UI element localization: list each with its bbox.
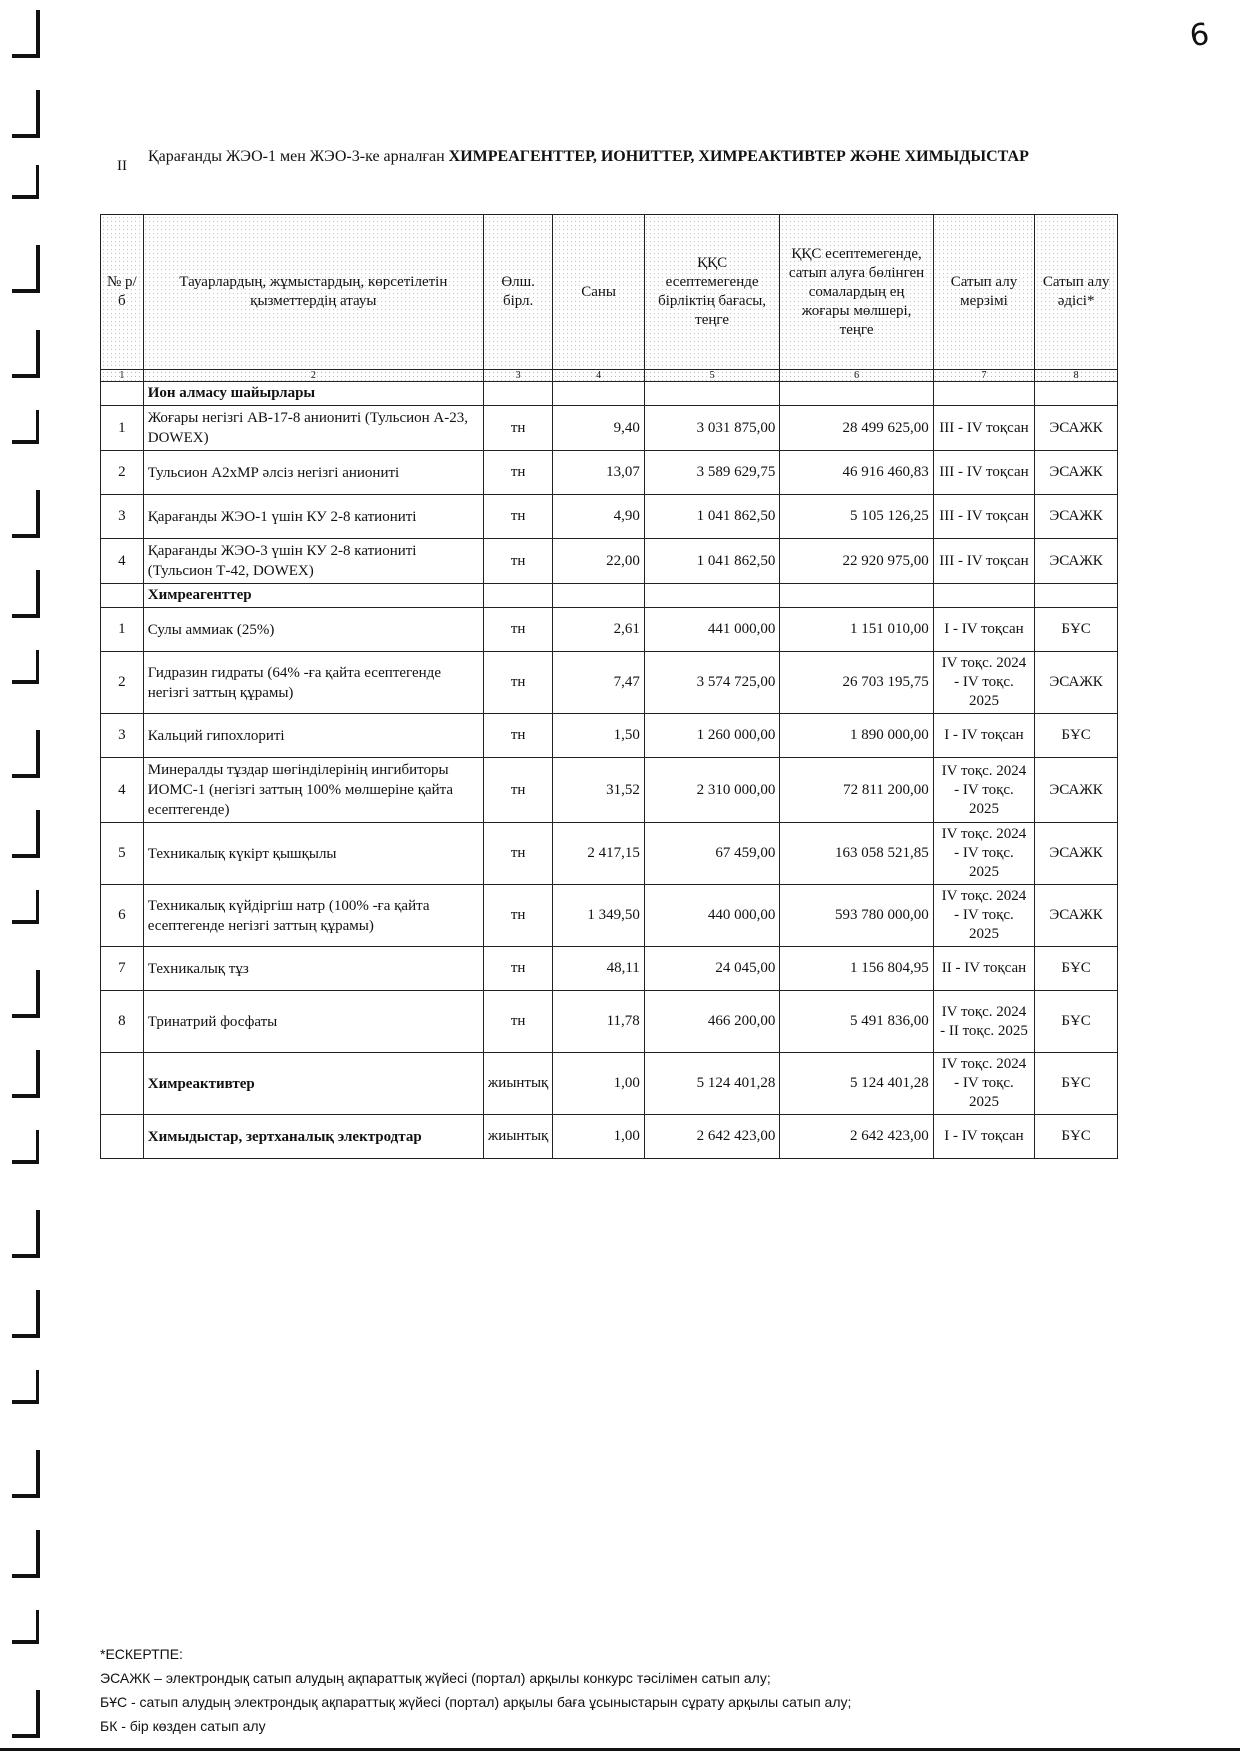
header-method: Сатып алу әдісі* (1035, 215, 1118, 370)
unit-price: 3 589 629,75 (644, 451, 780, 495)
row-number: 8 (101, 991, 144, 1053)
col-number: 1 (101, 370, 144, 382)
unit-price: 466 200,00 (644, 991, 780, 1053)
quantity: 2,61 (553, 608, 644, 652)
item-name: Техникалық күкірт қышқылы (143, 823, 483, 885)
group-header-row (101, 382, 1118, 406)
empty-cell (553, 584, 644, 608)
unit-price: 1 260 000,00 (644, 714, 780, 758)
empty-cell (933, 382, 1034, 406)
purchase-period: I - IV тоқсан (933, 608, 1034, 652)
binding-bracket (12, 570, 40, 618)
binding-bracket (12, 810, 40, 858)
purchase-period: II - IV тоқсан (933, 947, 1034, 991)
footnote-line: ЭСАЖК – электрондық сатып алудың ақпараттық жүйесі (портал) арқылы конкурс тәсілімен сатып алу; (100, 1670, 771, 1686)
quantity: 4,90 (553, 495, 644, 539)
total-amount: 163 058 521,85 (780, 823, 933, 885)
unit: тн (483, 406, 552, 451)
header-row (101, 215, 1118, 370)
purchase-method: БҰС (1035, 1115, 1118, 1159)
purchase-method: БҰС (1035, 1053, 1118, 1115)
table-body (101, 382, 1118, 1159)
row-number: 5 (101, 823, 144, 885)
unit: тн (483, 947, 552, 991)
purchase-period: III - IV тоқсан (933, 495, 1034, 539)
table-row (101, 539, 1118, 584)
binding-bracket (12, 10, 40, 58)
col-number: 2 (143, 370, 483, 382)
unit-price: 3 574 725,00 (644, 652, 780, 714)
empty-cell (1035, 382, 1118, 406)
binding-bracket (12, 90, 40, 138)
total-amount: 28 499 625,00 (780, 406, 933, 451)
purchase-period: IV тоқс. 2024 - IV тоқс. 2025 (933, 823, 1034, 885)
total-amount: 5 491 836,00 (780, 991, 933, 1053)
col-number: 5 (644, 370, 780, 382)
item-name: Сулы аммиак (25%) (143, 608, 483, 652)
table-row (101, 451, 1118, 495)
binding-bracket (12, 165, 39, 199)
purchase-method: БҰС (1035, 947, 1118, 991)
unit: жиынтық (483, 1053, 552, 1115)
purchase-method: ЭСАЖК (1035, 451, 1118, 495)
binding-bracket (12, 650, 39, 684)
unit-price: 441 000,00 (644, 608, 780, 652)
item-name: Гидразин гидраты (64% -ға қайта есептегенде негізгі заттың құрамы) (143, 652, 483, 714)
item-name: Техникалық күйдіргіш натр (100% -ға қайта есептегенде негізгі заттың құрамы) (143, 885, 483, 947)
footnote-line: БҰС - сатып алудың электрондық ақпараттық жүйесі (портал) арқылы баға ұсыныстарын сұрату арқылы сатып алу; (100, 1694, 852, 1710)
row-number: 3 (101, 714, 144, 758)
binding-bracket (12, 1210, 40, 1258)
unit: жиынтық (483, 1115, 552, 1159)
unit-price: 1 041 862,50 (644, 495, 780, 539)
row-number: 2 (101, 652, 144, 714)
unit: тн (483, 608, 552, 652)
binding-bracket (12, 410, 39, 444)
group-title: Ион алмасу шайырлары (143, 382, 483, 406)
section-title-bold: ХИМРЕАГЕНТТЕР, ИОНИТТЕР, ХИМРЕАКТИВТЕР ЖӘНЕ ХИМЫДЫСТАР (448, 148, 1029, 165)
binding-bracket (12, 1450, 40, 1498)
total-amount: 26 703 195,75 (780, 652, 933, 714)
quantity: 13,07 (553, 451, 644, 495)
total-amount: 1 156 804,95 (780, 947, 933, 991)
table-row-summary (101, 1115, 1118, 1159)
quantity: 1,00 (553, 1115, 644, 1159)
unit: тн (483, 714, 552, 758)
binding-bracket (12, 330, 40, 378)
table-row (101, 991, 1118, 1053)
footnote-title: *ЕСКЕРТПЕ: (100, 1646, 183, 1662)
header-qty: Саны (553, 215, 644, 370)
unit: тн (483, 823, 552, 885)
purchase-method: ЭСАЖК (1035, 823, 1118, 885)
col-number: 8 (1035, 370, 1118, 382)
unit-price: 1 041 862,50 (644, 539, 780, 584)
section-title (148, 146, 1048, 167)
row-number: 6 (101, 885, 144, 947)
binding-bracket (12, 730, 40, 778)
purchase-method: ЭСАЖК (1035, 758, 1118, 823)
quantity: 1,00 (553, 1053, 644, 1115)
page-number: 6 (1187, 16, 1212, 55)
quantity: 48,11 (553, 947, 644, 991)
row-number: 3 (101, 495, 144, 539)
total-amount: 2 642 423,00 (780, 1115, 933, 1159)
total-amount: 22 920 975,00 (780, 539, 933, 584)
empty-cell (933, 584, 1034, 608)
item-name: Минералды тұздар шөгінділерінің ингибиторы ИОМС-1 (негізгі заттың 100% мөлшеріне қайта есептегенде) (143, 758, 483, 823)
total-amount: 1 151 010,00 (780, 608, 933, 652)
column-number-row (101, 370, 1118, 382)
row-number: 1 (101, 608, 144, 652)
quantity: 7,47 (553, 652, 644, 714)
quantity: 9,40 (553, 406, 644, 451)
quantity: 22,00 (553, 539, 644, 584)
col-number: 7 (933, 370, 1034, 382)
binding-bracket (12, 1530, 40, 1578)
col-number: 4 (553, 370, 644, 382)
unit: тн (483, 652, 552, 714)
total-amount: 5 124 401,28 (780, 1053, 933, 1115)
empty-cell (101, 382, 144, 406)
unit: тн (483, 495, 552, 539)
header-period: Сатып алу мерзімі (933, 215, 1034, 370)
bottom-rule (0, 1748, 1240, 1751)
row-number: 7 (101, 947, 144, 991)
purchase-period: IV тоқс. 2024 - IV тоқс. 2025 (933, 885, 1034, 947)
purchase-period: IV тоқс. 2024 - IV тоқс. 2025 (933, 652, 1034, 714)
total-amount: 1 890 000,00 (780, 714, 933, 758)
binding-bracket (12, 890, 39, 924)
purchase-method: ЭСАЖК (1035, 406, 1118, 451)
binding-bracket (12, 1370, 39, 1404)
unit-price: 5 124 401,28 (644, 1053, 780, 1115)
item-name: Қарағанды ЖЭО-1 үшін КУ 2-8 катионитi (143, 495, 483, 539)
purchase-period: IV тоқс. 2024 - IV тоқс. 2025 (933, 1053, 1034, 1115)
section-number: II (117, 158, 127, 174)
purchase-period: I - IV тоқсан (933, 714, 1034, 758)
header-price: ҚҚС есептемегенде бірліктің бағасы, теңге (644, 215, 780, 370)
purchase-period: III - IV тоқсан (933, 451, 1034, 495)
footnote (100, 1642, 1150, 1738)
table-row (101, 714, 1118, 758)
empty-cell (553, 382, 644, 406)
table-row (101, 406, 1118, 451)
header-name: Тауарлардың, жұмыстардың, көрсетілетін қызметтердің атауы (143, 215, 483, 370)
empty-cell (780, 584, 933, 608)
procurement-table (100, 214, 1118, 1159)
unit-price: 3 031 875,00 (644, 406, 780, 451)
purchase-method: БҰС (1035, 991, 1118, 1053)
table-row (101, 823, 1118, 885)
purchase-method: ЭСАЖК (1035, 539, 1118, 584)
item-name: Тульсион А2хМР әлсіз негізгі анионитi (143, 451, 483, 495)
quantity: 2 417,15 (553, 823, 644, 885)
row-number: 4 (101, 539, 144, 584)
row-number (101, 1053, 144, 1115)
binding-bracket (12, 1050, 40, 1098)
table-row-summary (101, 1053, 1118, 1115)
header-num: № р/б (101, 215, 144, 370)
purchase-method: БҰС (1035, 714, 1118, 758)
empty-cell (101, 584, 144, 608)
footnote-line: БК - бір көзден сатып алу (100, 1718, 266, 1734)
table-row (101, 758, 1118, 823)
unit-price: 2 642 423,00 (644, 1115, 780, 1159)
table-row (101, 495, 1118, 539)
binding-bracket (12, 1130, 39, 1164)
header-total: ҚҚС есептемегенде, сатып алуға бөлінген сомалардың ең жоғары мөлшері, теңге (780, 215, 933, 370)
binding-bracket (12, 245, 40, 293)
table-row (101, 947, 1118, 991)
total-amount: 593 780 000,00 (780, 885, 933, 947)
item-name: Қарағанды ЖЭО-3 үшін КУ 2-8 катионитi (Тульсион Т-42, DOWEX) (143, 539, 483, 584)
unit: тн (483, 451, 552, 495)
item-name: Тринатрий фосфаты (143, 991, 483, 1053)
table-row (101, 652, 1118, 714)
binding-bracket (12, 490, 40, 538)
row-number: 2 (101, 451, 144, 495)
row-number (101, 1115, 144, 1159)
binding-marks (0, 0, 50, 1754)
empty-cell (483, 382, 552, 406)
purchase-method: ЭСАЖК (1035, 652, 1118, 714)
col-number: 3 (483, 370, 552, 382)
empty-cell (483, 584, 552, 608)
total-amount: 46 916 460,83 (780, 451, 933, 495)
group-header-row (101, 584, 1118, 608)
table-row (101, 608, 1118, 652)
item-name: Химыдыстар, зертханалық электродтар (143, 1115, 483, 1159)
empty-cell (644, 584, 780, 608)
item-name: Химреактивтер (143, 1053, 483, 1115)
empty-cell (1035, 584, 1118, 608)
purchase-period: I - IV тоқсан (933, 1115, 1034, 1159)
binding-bracket (12, 1290, 40, 1338)
purchase-method: ЭСАЖК (1035, 885, 1118, 947)
item-name: Кальций гипохлориті (143, 714, 483, 758)
unit: тн (483, 758, 552, 823)
unit: тн (483, 991, 552, 1053)
purchase-method: БҰС (1035, 608, 1118, 652)
empty-cell (780, 382, 933, 406)
empty-cell (644, 382, 780, 406)
section-title-plain: Қарағанды ЖЭО-1 мен ЖЭО-3-ке арналған (148, 148, 449, 165)
quantity: 1 349,50 (553, 885, 644, 947)
item-name: Жоғары негізгі АВ-17-8 анионитi (Тульсион А-23, DOWEX) (143, 406, 483, 451)
row-number: 1 (101, 406, 144, 451)
header-unit: Өлш. бірл. (483, 215, 552, 370)
unit-price: 440 000,00 (644, 885, 780, 947)
purchase-period: III - IV тоқсан (933, 539, 1034, 584)
group-title: Химреагенттер (143, 584, 483, 608)
quantity: 11,78 (553, 991, 644, 1053)
unit-price: 24 045,00 (644, 947, 780, 991)
purchase-period: III - IV тоқсан (933, 406, 1034, 451)
unit: тн (483, 539, 552, 584)
row-number: 4 (101, 758, 144, 823)
binding-bracket (12, 1690, 40, 1738)
binding-bracket (12, 970, 40, 1018)
quantity: 31,52 (553, 758, 644, 823)
quantity: 1,50 (553, 714, 644, 758)
purchase-period: IV тоқс. 2024 - IV тоқс. 2025 (933, 758, 1034, 823)
total-amount: 72 811 200,00 (780, 758, 933, 823)
item-name: Техникалық тұз (143, 947, 483, 991)
unit: тн (483, 885, 552, 947)
purchase-period: IV тоқс. 2024 - II тоқс. 2025 (933, 991, 1034, 1053)
unit-price: 67 459,00 (644, 823, 780, 885)
purchase-method: ЭСАЖК (1035, 495, 1118, 539)
binding-bracket (12, 1610, 39, 1644)
total-amount: 5 105 126,25 (780, 495, 933, 539)
table-row (101, 885, 1118, 947)
unit-price: 2 310 000,00 (644, 758, 780, 823)
col-number: 6 (780, 370, 933, 382)
